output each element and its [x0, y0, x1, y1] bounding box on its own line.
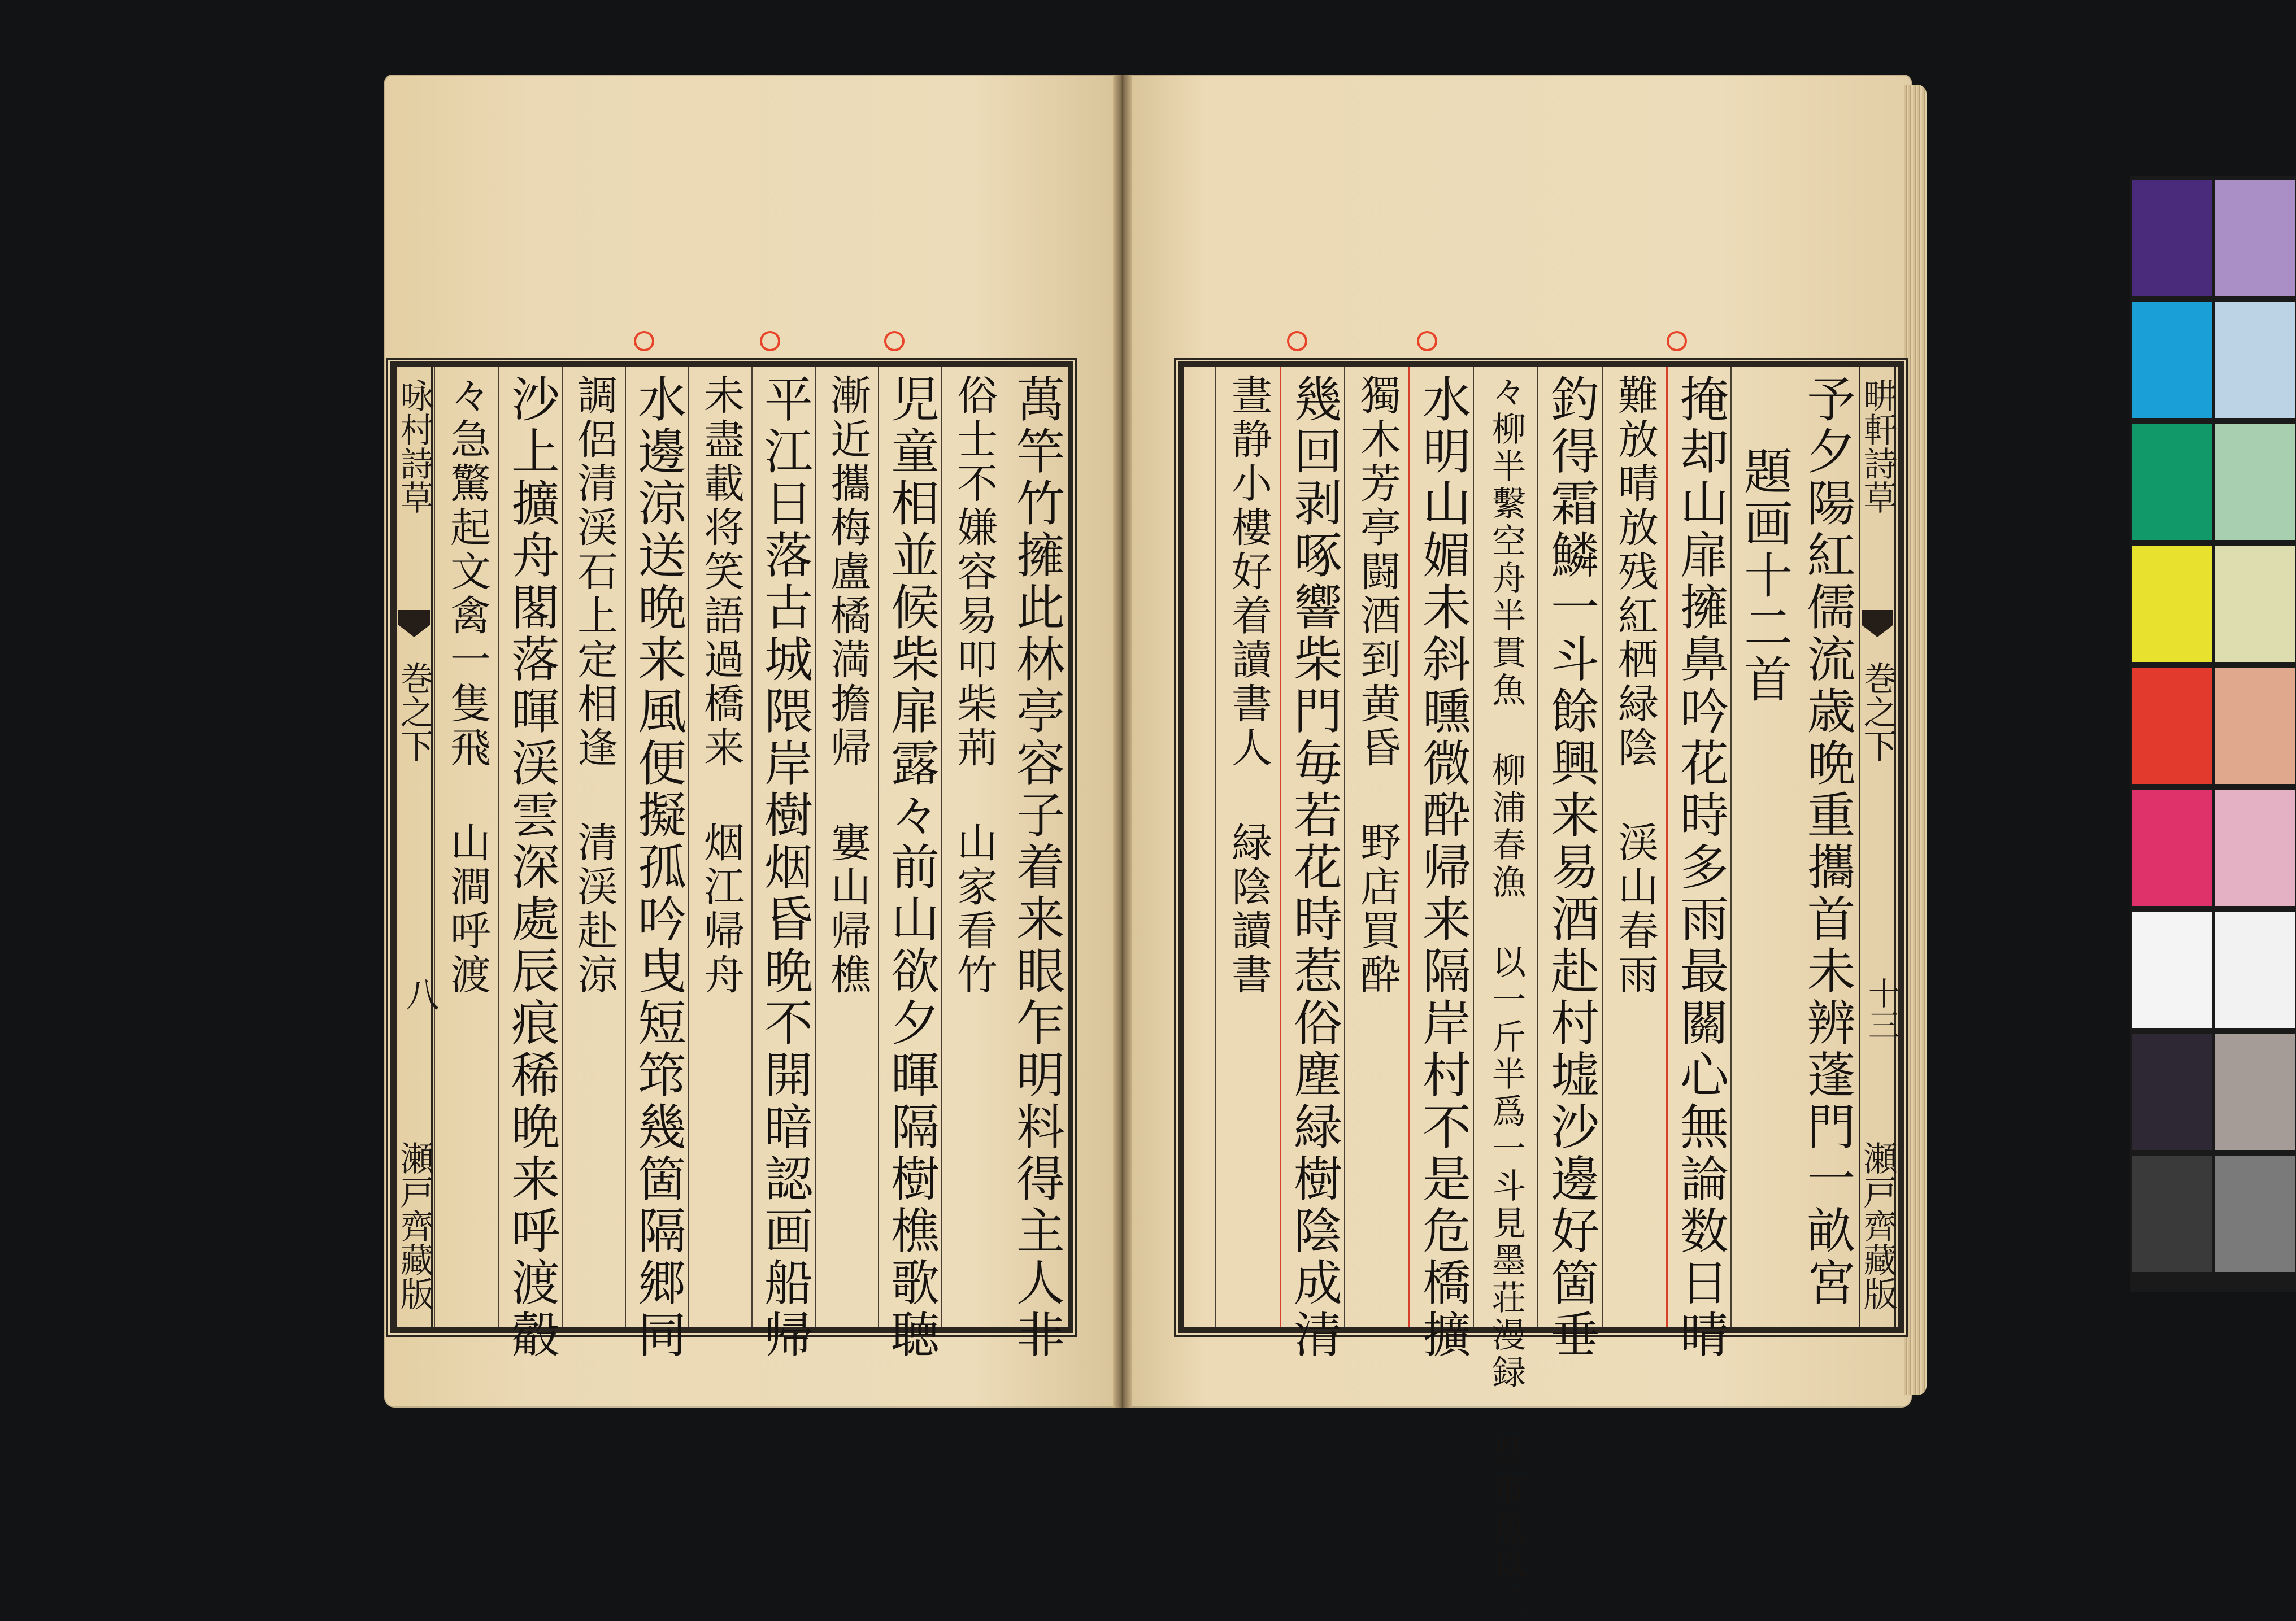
red-circle-mark: [1417, 331, 1437, 351]
banshin-volume: 巻之下: [1858, 661, 1898, 762]
text-column: [1537, 367, 1603, 1361]
text-column: [1344, 367, 1410, 1327]
column-text: 児童相並候柴扉露々前山欲夕暉隔樹樵歌聴: [882, 374, 939, 1361]
text-column: [941, 367, 1006, 1327]
column-text: 晝静小樓好着讀書人 緑陰讀書: [1225, 374, 1272, 997]
column-text: 俗士不嫌容易叩柴荊 山家看竹: [950, 374, 998, 997]
red-circle-mark: [634, 331, 654, 351]
left-text-frame: [390, 361, 1073, 1361]
text-column: [1730, 367, 1796, 1327]
book-gutter: [1113, 75, 1132, 1408]
text-column: [878, 367, 942, 1361]
color-swatch: [2132, 1156, 2212, 1272]
text-column: [434, 367, 499, 1327]
color-swatch: [2215, 668, 2295, 784]
color-swatch: [2132, 1034, 2212, 1150]
banshin-title: 畊軒詩草: [1858, 378, 1898, 514]
text-column: [1473, 367, 1538, 1621]
column-text: 漸近攜梅盧橘満擔帰 寠山帰樵: [824, 374, 871, 997]
column-text: 予夕陽紅儒流歳晩重攜首未辨蓬門一畝宮: [1798, 374, 1855, 1309]
text-column: [1666, 367, 1732, 1361]
column-text: 獨木芳亭闘酒到黄昏 野店買酔: [1354, 374, 1401, 997]
text-column: [1795, 367, 1859, 1327]
text-column: [562, 367, 626, 1327]
red-circle-mark: [1667, 331, 1687, 351]
text-column: [751, 367, 816, 1361]
column-text: 水明山媚未斜曛微酔帰来隔岸村不是危橋擴: [1414, 374, 1471, 1361]
right-text-frame: [1178, 361, 1904, 1621]
text-column: [1408, 367, 1475, 1361]
column-text: 沙上擴舟閣落暉渓雲深處辰痕稀晩来呼渡觳: [503, 374, 559, 1361]
column-text: 釣得霜鱗一斗餘興来易酒赴村墟沙邊好箇垂: [1542, 374, 1599, 1361]
column-text: 萬竿竹擁此林亭容子着来眼乍明料得主人非: [1008, 374, 1064, 1361]
color-swatch: [2132, 302, 2212, 418]
red-circle-mark: [1287, 331, 1307, 351]
red-circle-mark: [760, 331, 780, 351]
page-edges: [1904, 85, 1927, 1395]
text-column: [1215, 367, 1281, 1327]
text-column: [625, 367, 689, 1361]
color-swatch: [2132, 912, 2212, 1028]
fish-tail-mark: [398, 610, 430, 637]
color-swatch: [2215, 1034, 2295, 1150]
color-swatch: [2215, 424, 2295, 540]
color-swatch: [2132, 546, 2212, 662]
banshin-volume: 巻之下: [394, 661, 434, 762]
column-text: 水邊涼送晩来風便擬孤吟曳短筇幾箇隔郷同: [629, 374, 686, 1361]
red-circle-mark: [884, 331, 905, 351]
color-swatch: [2132, 668, 2212, 784]
fish-tail-mark: [1862, 610, 1893, 637]
banshin-publisher: 瀬戸齊藏版: [1858, 1141, 1898, 1310]
banshin-title: 咏村詩草: [394, 378, 434, 514]
color-swatch: [2215, 546, 2295, 662]
column-text: 幾回剥啄響柴門毎若花時惹俗塵緑樹陰成清: [1285, 374, 1342, 1361]
color-swatch: [2132, 180, 2212, 296]
color-swatch: [2215, 912, 2295, 1028]
color-swatch: [2215, 790, 2295, 906]
color-swatch: [2132, 424, 2212, 540]
text-column: [1602, 367, 1667, 1327]
column-text: 々急驚起文禽一隻飛 山澗呼渡: [443, 374, 491, 997]
color-swatch: [2215, 1156, 2295, 1272]
right-folio: 十三: [1863, 977, 1900, 1040]
text-column: [1004, 367, 1068, 1361]
text-column: [815, 367, 879, 1327]
right-banshin: [1859, 367, 1896, 1327]
banshin-publisher: 瀬戸齊藏版: [394, 1141, 434, 1310]
text-column: [1280, 367, 1346, 1361]
color-checker: [2130, 176, 2296, 1292]
column-text: 平江日落古城隈岸樹烟昏晩不開暗認画船帰: [756, 374, 812, 1361]
text-column: [688, 367, 753, 1327]
text-column: [498, 367, 563, 1361]
column-text: 未盡載将笑語過橋来 烟江帰舟: [697, 374, 745, 997]
column-text: 難放晴放残紅栖緑陰 渓山春雨: [1611, 374, 1659, 997]
column-text: 々柳半繫空舟半貫魚 柳浦春漁 以一斤半爲一斗見墨荘漫録 呉市魚以二: [1486, 374, 1526, 1621]
left-folio: 八: [400, 977, 440, 1011]
column-text: 題画十二首: [1736, 446, 1792, 706]
column-text: 掩却山扉擁鼻吟花時多雨最關心無論数日晴: [1672, 374, 1728, 1361]
column-text: 調侶清渓石上定相逢 清渓赴涼: [571, 374, 618, 997]
color-swatch: [2132, 790, 2212, 906]
left-banshin: [395, 367, 433, 1327]
color-swatch: [2215, 180, 2295, 296]
color-swatch: [2215, 302, 2295, 418]
